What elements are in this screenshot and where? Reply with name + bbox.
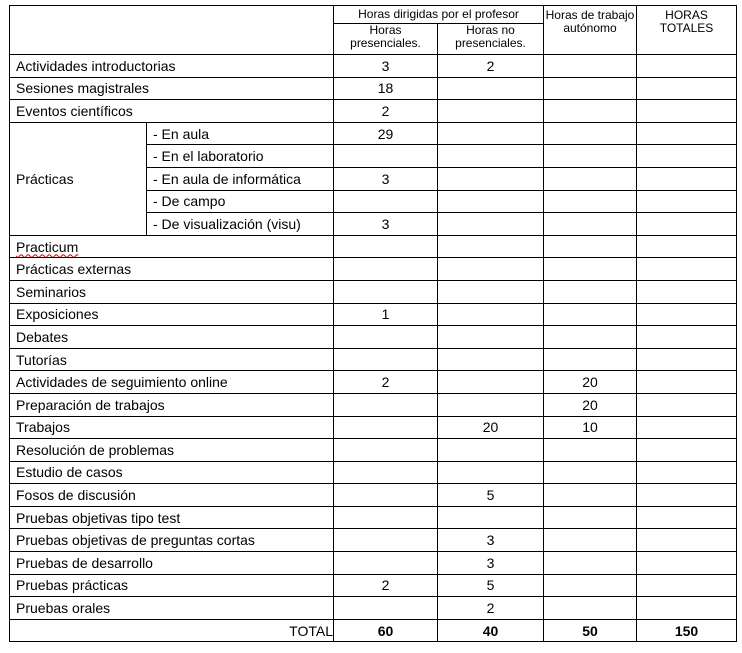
cell-no-presencial [438, 303, 544, 326]
cell-totales [637, 506, 737, 529]
cell-autonomo [544, 348, 637, 371]
cell-autonomo [544, 145, 637, 168]
cell-autonomo: 20 [544, 371, 637, 394]
cell-no-presencial: 2 [438, 597, 544, 620]
cell-presencial [334, 461, 438, 484]
cell-autonomo: 20 [544, 393, 637, 416]
cell-totales [637, 484, 737, 507]
row-label-text: Pruebas objetivas de preguntas cortas [16, 532, 255, 549]
cell-presencial: 2 [334, 371, 438, 394]
cell-totales [637, 371, 737, 394]
cell-totales [637, 393, 737, 416]
cell-presencial: 18 [334, 77, 438, 100]
row-label-text: Pruebas de desarrollo [16, 554, 153, 571]
cell-no-presencial: 5 [438, 484, 544, 507]
cell-no-presencial [438, 122, 544, 145]
cell-no-presencial [438, 439, 544, 462]
cell-presencial [334, 326, 438, 349]
total-label: TOTAL [10, 619, 334, 642]
cell-totales [637, 145, 737, 168]
cell-autonomo: 50 [544, 619, 637, 642]
cell-totales [637, 574, 737, 597]
sub-row-label: - En aula de informática [147, 167, 334, 190]
cell-no-presencial [438, 213, 544, 236]
table-row [10, 439, 737, 462]
cell-autonomo [544, 122, 637, 145]
cell-totales [637, 77, 737, 100]
cell-autonomo [544, 461, 637, 484]
sub-row-label: - De visualización (visu) [147, 213, 334, 236]
cell-presencial [334, 258, 438, 281]
row-label [10, 280, 334, 303]
cell-autonomo [544, 303, 637, 326]
cell-no-presencial: 2 [438, 55, 544, 78]
table-row [10, 574, 737, 597]
cell-totales [637, 100, 737, 123]
table-row [10, 484, 737, 507]
cell-no-presencial [438, 235, 544, 258]
cell-no-presencial [438, 100, 544, 123]
cell-presencial [334, 280, 438, 303]
row-label [10, 552, 334, 575]
row-label-text: Resolución de problemas [16, 441, 174, 458]
cell-no-presencial [438, 348, 544, 371]
row-label [10, 461, 334, 484]
row-label [10, 393, 334, 416]
cell-no-presencial: 20 [438, 416, 544, 439]
cell-no-presencial [438, 461, 544, 484]
cell-presencial: 3 [334, 55, 438, 78]
row-label [10, 439, 334, 462]
row-label: Eventos científicos [10, 100, 334, 123]
cell-totales [637, 552, 737, 575]
cell-no-presencial [438, 371, 544, 394]
cell-autonomo [544, 439, 637, 462]
cell-autonomo [544, 597, 637, 620]
hours-table [9, 5, 737, 642]
cell-presencial [334, 529, 438, 552]
table-row [10, 235, 737, 258]
cell-autonomo [544, 235, 637, 258]
row-label-text: Fosos de discusión [16, 487, 136, 504]
cell-totales [637, 326, 737, 349]
row-label [10, 597, 334, 620]
cell-totales [637, 55, 737, 78]
table-row [10, 326, 737, 349]
cell-presencial: 60 [334, 619, 438, 642]
cell-autonomo [544, 77, 637, 100]
cell-presencial [334, 597, 438, 620]
cell-presencial: 3 [334, 167, 438, 190]
table-row [10, 552, 737, 575]
cell-presencial [334, 484, 438, 507]
table-row [10, 529, 737, 552]
header-group-cell: Horas dirigidas por el profesor [334, 6, 544, 24]
cell-autonomo [544, 552, 637, 575]
cell-presencial: 29 [334, 122, 438, 145]
table-row [10, 258, 737, 281]
row-label-text: Exposiciones [16, 306, 99, 323]
cell-totales [637, 167, 737, 190]
sub-row-label: - De campo [147, 190, 334, 213]
row-label [10, 416, 334, 439]
table-row [10, 393, 737, 416]
cell-presencial [334, 190, 438, 213]
cell-no-presencial [438, 167, 544, 190]
row-label-text: Actividades de seguimiento online [16, 374, 228, 391]
cell-totales [637, 235, 737, 258]
table-row [10, 348, 737, 371]
cell-no-presencial [438, 326, 544, 349]
cell-presencial [334, 439, 438, 462]
cell-totales [637, 213, 737, 236]
table-row [10, 371, 737, 394]
table-row [10, 506, 737, 529]
cell-autonomo [544, 280, 637, 303]
cell-presencial [334, 506, 438, 529]
cell-autonomo [544, 213, 637, 236]
table-row [10, 461, 737, 484]
cell-no-presencial: 5 [438, 574, 544, 597]
table-row [10, 55, 737, 78]
header-empty-cell [10, 6, 334, 55]
cell-no-presencial [438, 280, 544, 303]
header-totales-cell: HORAS TOTALES [637, 6, 737, 55]
cell-presencial: 2 [334, 100, 438, 123]
cell-presencial [334, 416, 438, 439]
header-row-1 [10, 6, 737, 24]
row-label-text: Tutorías [16, 351, 67, 368]
cell-autonomo: 10 [544, 416, 637, 439]
row-label [10, 371, 334, 394]
cell-no-presencial [438, 190, 544, 213]
row-label [10, 529, 334, 552]
cell-totales [637, 597, 737, 620]
row-label-text: Seminarios [16, 283, 87, 300]
cell-no-presencial: 40 [438, 619, 544, 642]
table-row [10, 122, 737, 145]
cell-presencial [334, 145, 438, 168]
row-label [10, 258, 334, 281]
row-label-text: Prácticas externas [16, 261, 132, 278]
table-row [10, 416, 737, 439]
cell-autonomo [544, 167, 637, 190]
total-row [10, 619, 737, 642]
row-label-text: Debates [16, 328, 69, 345]
table-row [10, 77, 737, 100]
table-row [10, 280, 737, 303]
cell-autonomo [544, 326, 637, 349]
cell-no-presencial [438, 77, 544, 100]
cell-totales [637, 303, 737, 326]
practicas-label: Prácticas [10, 122, 147, 235]
cell-autonomo [544, 190, 637, 213]
cell-totales [637, 122, 737, 145]
row-label [10, 348, 334, 371]
row-label [10, 574, 334, 597]
row-label-text: Preparación de trabajos [16, 396, 165, 413]
cell-autonomo [544, 55, 637, 78]
row-label-text: Pruebas prácticas [16, 577, 129, 594]
row-label-text: Trabajos [16, 419, 70, 436]
header-no-presencial-cell: Horas no presenciales. [438, 24, 544, 55]
row-label [10, 326, 334, 349]
row-label [10, 506, 334, 529]
row-label [10, 303, 334, 326]
cell-no-presencial: 3 [438, 552, 544, 575]
header-presencial-cell: Horas presenciales. [334, 24, 438, 55]
table-row [10, 597, 737, 620]
sub-row-label: - En aula [147, 122, 334, 145]
cell-totales [637, 416, 737, 439]
cell-no-presencial [438, 506, 544, 529]
cell-presencial: 1 [334, 303, 438, 326]
cell-totales: 150 [637, 619, 737, 642]
cell-presencial: 2 [334, 574, 438, 597]
cell-no-presencial [438, 145, 544, 168]
cell-no-presencial: 3 [438, 529, 544, 552]
header-autonomo-cell: Horas de trabajo autónomo [544, 6, 637, 55]
cell-no-presencial [438, 258, 544, 281]
cell-presencial: 3 [334, 213, 438, 236]
cell-autonomo [544, 258, 637, 281]
row-label [10, 484, 334, 507]
row-label [10, 235, 334, 258]
row-label-text: Practicum [16, 238, 79, 255]
cell-totales [637, 439, 737, 462]
cell-presencial [334, 552, 438, 575]
row-label-text: Pruebas objetivas tipo test [16, 509, 181, 526]
cell-autonomo [544, 506, 637, 529]
table-row [10, 303, 737, 326]
table-row [10, 100, 737, 123]
cell-presencial [334, 235, 438, 258]
row-label-text: Estudio de casos [16, 464, 123, 481]
cell-no-presencial [438, 393, 544, 416]
row-label: Actividades introductorias [10, 55, 334, 78]
sub-row-label: - En el laboratorio [147, 145, 334, 168]
cell-autonomo [544, 100, 637, 123]
cell-totales [637, 461, 737, 484]
cell-autonomo [544, 574, 637, 597]
row-label-text: Pruebas orales [16, 600, 111, 617]
cell-totales [637, 280, 737, 303]
cell-totales [637, 348, 737, 371]
cell-totales [637, 258, 737, 281]
cell-autonomo [544, 484, 637, 507]
cell-totales [637, 190, 737, 213]
cell-presencial [334, 348, 438, 371]
cell-totales [637, 529, 737, 552]
cell-presencial [334, 393, 438, 416]
row-label: Sesiones magistrales [10, 77, 334, 100]
cell-autonomo [544, 529, 637, 552]
